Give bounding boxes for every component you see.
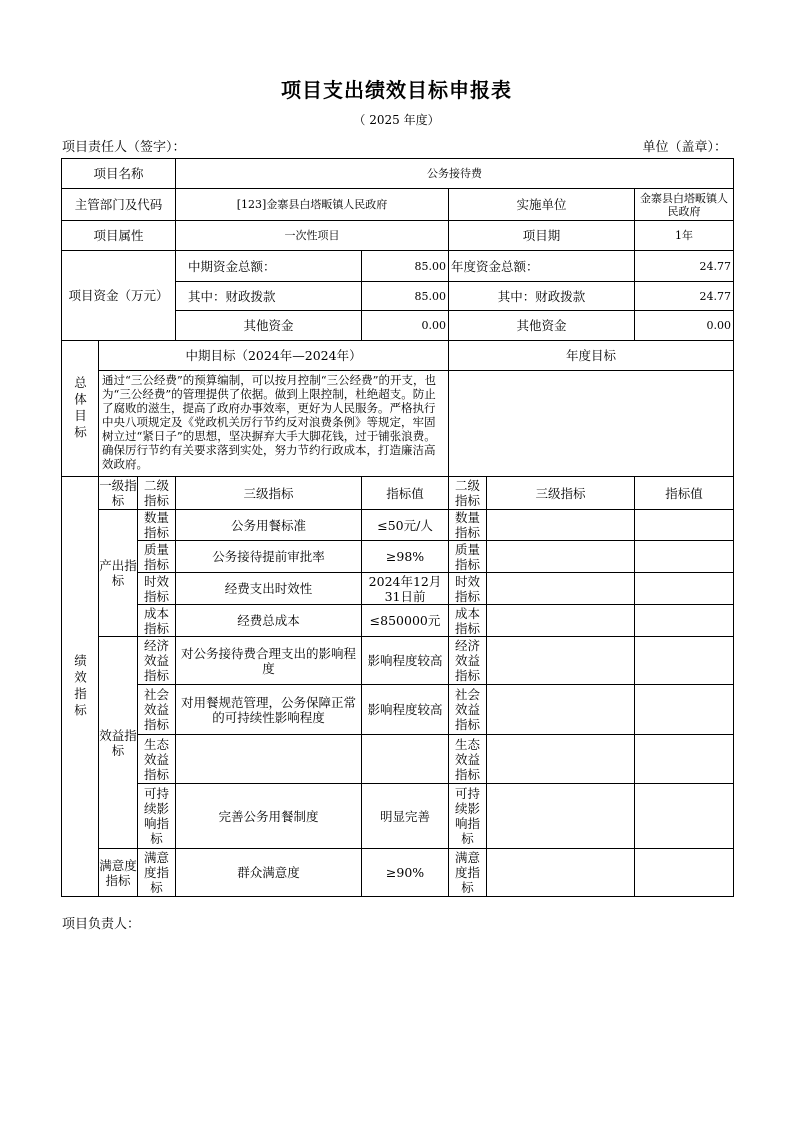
value-header: 指标值 xyxy=(362,477,449,510)
year-indicator-level3 xyxy=(487,605,635,637)
mid-goal-header: 中期目标（2024年—2024年） xyxy=(99,341,449,371)
indicator-level3: 经费总成本 xyxy=(176,605,362,637)
level1-header: 一级指标 xyxy=(99,478,137,508)
year-indicator-value xyxy=(635,685,734,735)
overall-goal-label: 总体目标 xyxy=(62,341,99,477)
indicator-value xyxy=(362,735,449,784)
indicator-value: 影响程度较高 xyxy=(362,637,449,685)
responsible-label: 项目责任人（签字）： xyxy=(62,140,186,155)
year-goal-header: 年度目标 xyxy=(449,341,734,371)
mid-fiscal-value: 85.00 xyxy=(362,282,449,311)
indicator-level3: 对公务接待费合理支出的影响程度 xyxy=(176,637,362,685)
dept-label: 主管部门及代码 xyxy=(62,189,176,221)
year-indicator-level2: 数量指标 xyxy=(449,510,487,541)
mid-fiscal-label: 其中：财政拨款 xyxy=(176,282,362,311)
mid-total-label: 中期资金总额： xyxy=(176,251,362,282)
output-indicators-label: 产出指标 xyxy=(99,510,138,637)
year-indicator-level3 xyxy=(487,784,635,849)
year-indicator-value xyxy=(635,637,734,685)
indicator-level2: 数量指标 xyxy=(138,510,176,541)
page-title: 项目支出绩效目标申报表 xyxy=(281,78,512,102)
year-indicator-level3 xyxy=(487,849,635,897)
indicator-level2: 满意度指标 xyxy=(138,849,176,897)
mid-other-label: 其他资金 xyxy=(176,311,362,341)
impl-unit-value: 金寨县白塔畈镇人民政府 xyxy=(635,189,734,221)
year-indicator-value xyxy=(635,541,734,573)
year-goal-text xyxy=(449,371,734,477)
year-total-value: 24.77 xyxy=(635,251,734,282)
year-indicator-level2: 质量指标 xyxy=(449,541,487,573)
impl-unit-label: 实施单位 xyxy=(449,189,635,221)
year-fiscal-label: 其中：财政拨款 xyxy=(449,282,635,311)
year-indicator-level2: 可持续影响指标 xyxy=(449,784,487,849)
year-indicator-value xyxy=(635,510,734,541)
year-indicator-value xyxy=(635,735,734,784)
indicator-value: ≤850000元 xyxy=(362,605,449,637)
performance-indicators-label: 绩效指标 xyxy=(62,477,99,897)
year-level3-header: 三级指标 xyxy=(487,477,635,510)
period-label: 项目期 xyxy=(449,221,635,251)
year-indicator-level3 xyxy=(487,685,635,735)
year-indicator-value xyxy=(635,605,734,637)
indicator-value: 影响程度较高 xyxy=(362,685,449,735)
year-other-value: 0.00 xyxy=(635,311,734,341)
indicator-level3: 群众满意度 xyxy=(176,849,362,897)
indicator-level3: 公务接待提前审批率 xyxy=(176,541,362,573)
year-indicator-level3 xyxy=(487,637,635,685)
project-name-value: 公务接待费 xyxy=(176,159,734,189)
year-indicator-level3 xyxy=(487,573,635,605)
indicator-level3: 完善公务用餐制度 xyxy=(176,784,362,849)
period-value: 1年 xyxy=(635,221,734,251)
year-indicator-level2: 生态效益指标 xyxy=(449,735,487,784)
year-indicator-level2: 时效指标 xyxy=(449,573,487,605)
level3-header: 三级指标 xyxy=(176,477,362,510)
indicator-level2: 经济效益指标 xyxy=(138,637,176,685)
indicator-value: 2024年12月31日前 xyxy=(362,573,449,605)
declaration-table xyxy=(61,158,734,897)
project-leader-label: 项目负责人： xyxy=(62,917,141,932)
project-name-label: 项目名称 xyxy=(62,159,176,189)
dept-value: [123]金寨县白塔畈镇人民政府 xyxy=(176,189,449,221)
year-fiscal-value: 24.77 xyxy=(635,282,734,311)
unit-label: 单位（盖章）： xyxy=(642,140,727,155)
indicator-level3 xyxy=(176,735,362,784)
indicator-value: ≤50元/人 xyxy=(362,510,449,541)
attr-label: 项目属性 xyxy=(62,221,176,251)
mid-total-value: 85.00 xyxy=(362,251,449,282)
funds-label: 项目资金（万元） xyxy=(62,251,176,341)
year-level2-header: 二级指标 xyxy=(449,477,487,510)
year-indicator-level2: 社会效益指标 xyxy=(449,685,487,735)
year-value-header: 指标值 xyxy=(635,477,734,510)
year-indicator-level3 xyxy=(487,735,635,784)
level2-header: 二级指标 xyxy=(138,477,176,510)
indicator-level3: 公务用餐标准 xyxy=(176,510,362,541)
year-indicator-level3 xyxy=(487,510,635,541)
year-indicator-value xyxy=(635,573,734,605)
indicator-level2: 可持续影响指标 xyxy=(138,784,176,849)
year-indicator-value xyxy=(635,849,734,897)
indicator-value: ≥98% xyxy=(362,541,449,573)
satisfaction-indicators-label: 满意度指标 xyxy=(99,849,138,897)
mid-other-value: 0.00 xyxy=(362,311,449,341)
year-total-label: 年度资金总额： xyxy=(449,251,635,282)
year-indicator-level3 xyxy=(487,541,635,573)
indicator-level2: 质量指标 xyxy=(138,541,176,573)
year-indicator-value xyxy=(635,784,734,849)
year-line: （ 2025 年度） xyxy=(353,113,440,127)
year-indicator-level2: 成本指标 xyxy=(449,605,487,637)
year-other-label: 其他资金 xyxy=(449,311,635,341)
indicator-value: 明显完善 xyxy=(362,784,449,849)
year-indicator-level2: 经济效益指标 xyxy=(449,637,487,685)
indicator-level3: 经费支出时效性 xyxy=(176,573,362,605)
indicator-level2: 时效指标 xyxy=(138,573,176,605)
indicator-level2: 社会效益指标 xyxy=(138,685,176,735)
year-indicator-level2: 满意度指标 xyxy=(449,849,487,897)
attr-value: 一次性项目 xyxy=(176,221,449,251)
indicator-level2: 成本指标 xyxy=(138,605,176,637)
indicator-level3: 对用餐规范管理，公务保障正常的可持续性影响程度 xyxy=(176,685,362,735)
indicator-value: ≥90% xyxy=(362,849,449,897)
benefit-indicators-label: 效益指标 xyxy=(99,637,138,849)
mid-goal-text: 通过“三公经费”的预算编制，可以按月控制“三公经费”的开支，也为“三公经费”的管理提供了依据。做到上限控制，杜绝超支。防止了腐败的滋生，提高了政府办事效率，更好为人民服务。严格执行中央八项规定及《党政机关厉行节约反对浪费条例》等规定，牢固树立过“紧日子”的思想，坚决摒弃大手大脚花钱，过于铺张浪费。确保厉行节约有关要求落到实处，努力节约行政成本，打造廉洁高效政府。 xyxy=(99,371,449,477)
indicator-level2: 生态效益指标 xyxy=(138,735,176,784)
